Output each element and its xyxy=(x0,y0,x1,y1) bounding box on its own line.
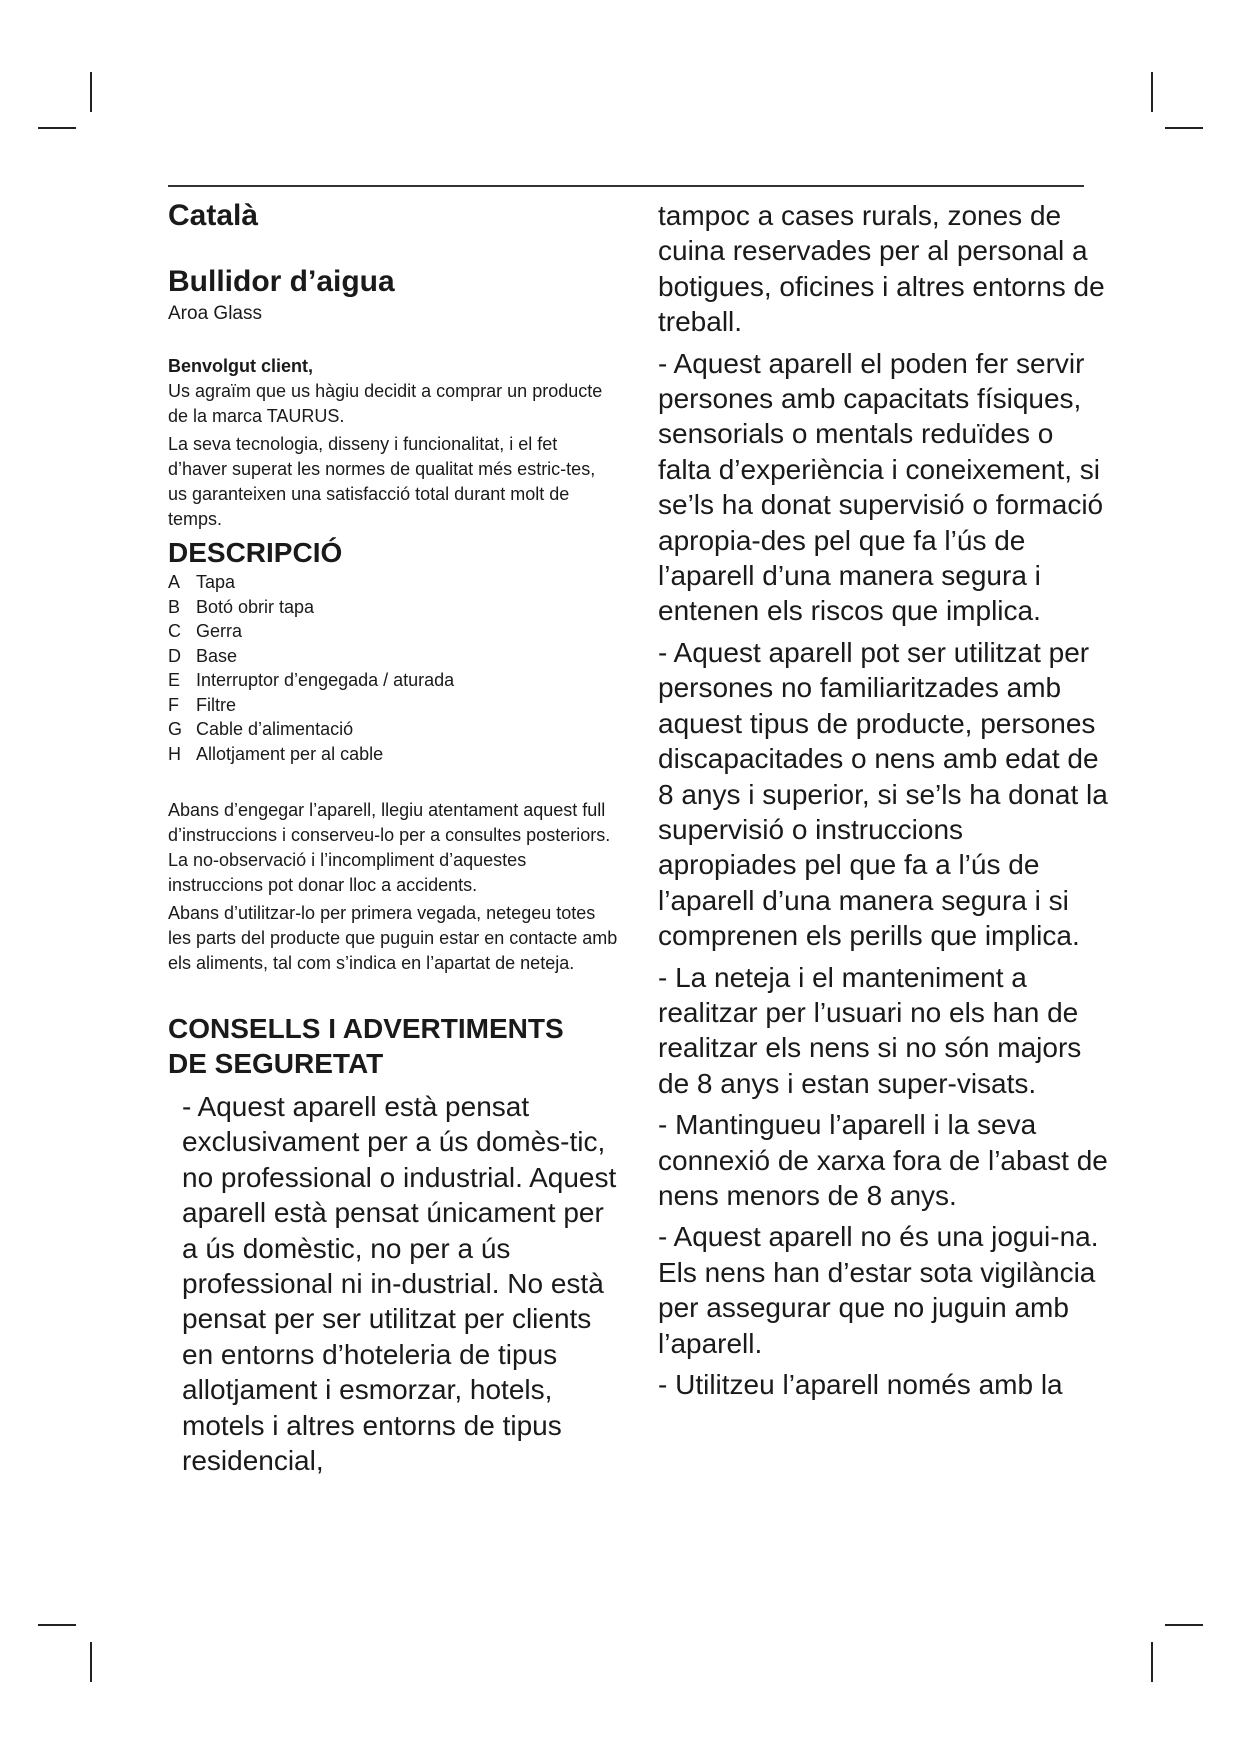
instructions-paragraph: Abans d’utilitzar-lo per primera vegada, netegeu totes les parts del producte que puguin estar en contacte amb els aliments, tal com s’indica en l’apartat de neteja. xyxy=(168,903,618,973)
intro-paragraph: La seva tecnologia, disseny i funcionalitat, i el fet d’haver superat les normes de qualitat més estric-tes, us garanteixen una satisfacció total durant molt de temps. xyxy=(168,434,596,529)
top-rule xyxy=(168,185,1084,187)
list-item: A Tapa xyxy=(168,572,236,592)
crop-mark-top-right xyxy=(1165,127,1203,129)
crop-mark-top-right xyxy=(1151,72,1153,112)
list-item: F Filtre xyxy=(168,694,236,715)
crop-mark-top-left xyxy=(90,72,92,112)
left-column xyxy=(168,198,618,1478)
instructions-paragraph: Abans d’engegar l’aparell, llegiu atentament aquest full d’instruccions i conserveu-lo per a consultes posteriors. La no-observació i l’incompliment d’aquestes instruccions pot donar lloc a accidents. xyxy=(168,800,611,895)
crop-mark-bottom-right xyxy=(1165,1624,1203,1626)
language-heading: Català xyxy=(168,199,259,232)
safety-paragraph: - Aquest aparell no és una jogui-na. Els nens han d’estar sota vigilància per assegurar que no juguin amb l’aparell. xyxy=(658,1221,1099,1359)
list-item: C Gerra xyxy=(168,621,243,641)
list-item: G Cable d’alimentació xyxy=(168,719,354,739)
safety-paragraph: - La neteja i el manteniment a realitzar per l’usuari no els han de realitzar els nens si no són majors de 8 anys i estan super-visats. xyxy=(658,961,1082,1099)
safety-paragraph: - Mantingueu l’aparell i la seva connexió de xarxa fora de l’abast de nens menors de 8 anys. xyxy=(658,1109,1108,1211)
parts-list xyxy=(168,570,618,766)
list-item: E Interruptor d’engegada / aturada xyxy=(168,670,455,690)
crop-mark-bottom-left xyxy=(90,1642,92,1682)
safety-paragraph: - Aquest aparell està pensat exclusivament per a ús domès-tic, no professional o industrial. Aquest aparell està pensat únicament per a ús domèstic, no per a ús professional ni in-dustrial. No està pensat per ser utilitzat per clients en entorns d’hoteleria de tipus allotjament i esmorzar, hotels, motels i altres entorns de tipus residencial, xyxy=(182,1091,617,1477)
safety-title: CONSELLS I ADVERTIMENTS DE SEGURETAT xyxy=(168,1013,564,1079)
list-item: H Allotjament per al cable xyxy=(168,743,384,764)
description-title: DESCRIPCIÓ xyxy=(168,537,343,568)
safety-paragraph: tampoc a cases rurals, zones de cuina reservades per al personal a botigues, oficines i altres entorns de treball. xyxy=(658,200,1105,338)
greeting: Benvolgut client, xyxy=(168,356,314,376)
right-column xyxy=(658,198,1108,1408)
safety-paragraph: - Aquest aparell pot ser utilitzat per persones no familiaritzades amb aquest tipus de producte, persones discapacitades o nens amb edat de 8 anys i superior, si se’ls ha donat la supervisió o instruccions apropiades pel que fa a l’ús de l’aparell d’una manera segura i si comprenen els perills que implica. xyxy=(658,636,1108,952)
product-title: Bullidor d’aigua xyxy=(168,265,395,298)
crop-mark-bottom-right xyxy=(1151,1642,1153,1682)
safety-paragraph: - Aquest aparell el poden fer servir persones amb capacitats físiques, sensorials o mentals reduïdes o falta d’experiència i coneixement, si se’ls ha donat supervisió o formació apropia-des pel que fa l’ús de l’aparell d’una manera segura i entenen els riscos que implica. xyxy=(658,347,1104,627)
safety-paragraph: - Utilitzeu l’aparell només amb la xyxy=(658,1369,1063,1400)
model-name: Aroa Glass xyxy=(168,303,262,324)
list-item: D Base xyxy=(168,645,238,666)
list-item: B Botó obrir tapa xyxy=(168,596,315,617)
crop-mark-bottom-left xyxy=(38,1624,76,1626)
intro-paragraph: Us agraïm que us hàgiu decidit a comprar un producte de la marca TAURUS. xyxy=(168,381,603,426)
crop-mark-top-left xyxy=(38,127,76,129)
